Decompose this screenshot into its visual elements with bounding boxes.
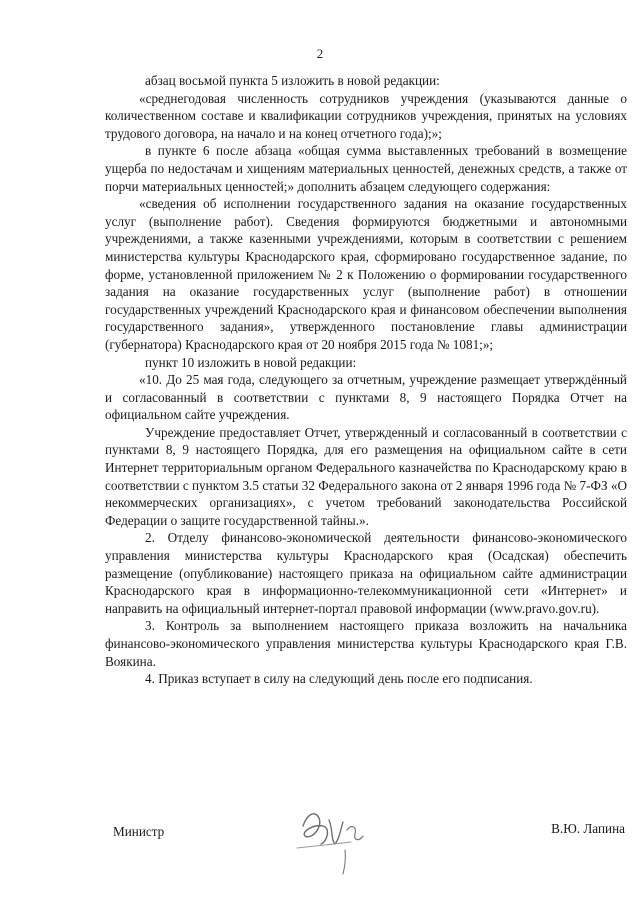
paragraph-item-4: 4. Приказ вступает в силу на следующий день после его подписания. <box>145 671 533 687</box>
paragraph-quote-state-task: «сведения об исполнении государственного задания на оказание государственных услуг (выполнение работ). Сведения формируются бюджетными и автономными учреждениями, а также казенными учреждениями, которым в соответствии с решением министерства культуры Краснодарского края, сформировано государственное задание, по форме, установленной приложением № 2 к Положению о формировании государственного задания на оказание государственных услуг (выполнение работ) в отношении государственных учреждений Краснодарского края и финансовом обеспечении выполнения государственного задания», утвержденного постановление главы администрации (губернатора) Краснодарского края от 20 ноября 2015 года № 1081;»; <box>105 196 627 352</box>
paragraph-amendment-p10: пункт 10 изложить в новой редакции: <box>145 354 357 370</box>
page-number: 2 <box>316 46 324 61</box>
paragraph-quote-headcount: «среднегодовая численность сотрудников учреждения (указываются данные о количественном составе и квалификации сотрудников учреждения, принятых на условиях трудового договора, на начало и на конец отчетного года);»; <box>105 90 627 141</box>
paragraph-item-3: 3. Контроль за выполнением настоящего приказа возложить на начальника финансово-экономического управления министерства культуры Краснодарского края Г.В. Воякина. <box>105 618 627 669</box>
paragraph-amendment-p6: в пункте 6 после абзаца «общая сумма выставленных требований в возмещение ущерба по недостачам и хищениям материальных ценностей, денежных средств, а также от порчи материальных ценностей;» дополнить абзацем следующего содержания: <box>105 143 627 194</box>
document-body <box>105 72 627 688</box>
handwritten-signature <box>285 796 405 878</box>
paragraph-quote-p10: «10. До 25 мая года, следующего за отчетным, учреждение размещает утверждённый и согласованный в соответствии с пунктами 8, 9 настоящего Порядка Отчет на официальном сайте учреждения. <box>105 372 627 423</box>
paragraph-amendment-p5: абзац восьмой пункта 5 изложить в новой редакции: <box>145 73 440 88</box>
signer-title: Министр <box>113 824 165 839</box>
signature-block <box>105 818 627 878</box>
paragraph-item-2: 2. Отделу финансово-экономической деятельности финансово-экономического управления министерства культуры Краснодарского края (Осадская) обеспечить размещение (опубликование) настоящего приказа на официальном сайте администрации Краснодарского края в информационно-телекоммуникационной сети «Интернет» и направить на официальный интернет-портал правовой информации (www.pravo.gov.ru). <box>105 530 627 616</box>
paragraph-institution-report: Учреждение предоставляет Отчет, утвержденный и согласованный в соответствии с пунктами 8, 9 настоящего Порядка, для его размещения на официальном сайте в сети Интернет территориальным органом Федерального казначейства по Краснодарскому краю в соответствии с пунктом 3.5 статьи 32 Федерального закона от 2 января 1996 года № 7-ФЗ «О некоммерческих организациях», с учетом требований законодательства Российской Федерации о защите государственной тайны.». <box>105 424 627 528</box>
signer-name: В.Ю. Лапина <box>551 821 625 836</box>
